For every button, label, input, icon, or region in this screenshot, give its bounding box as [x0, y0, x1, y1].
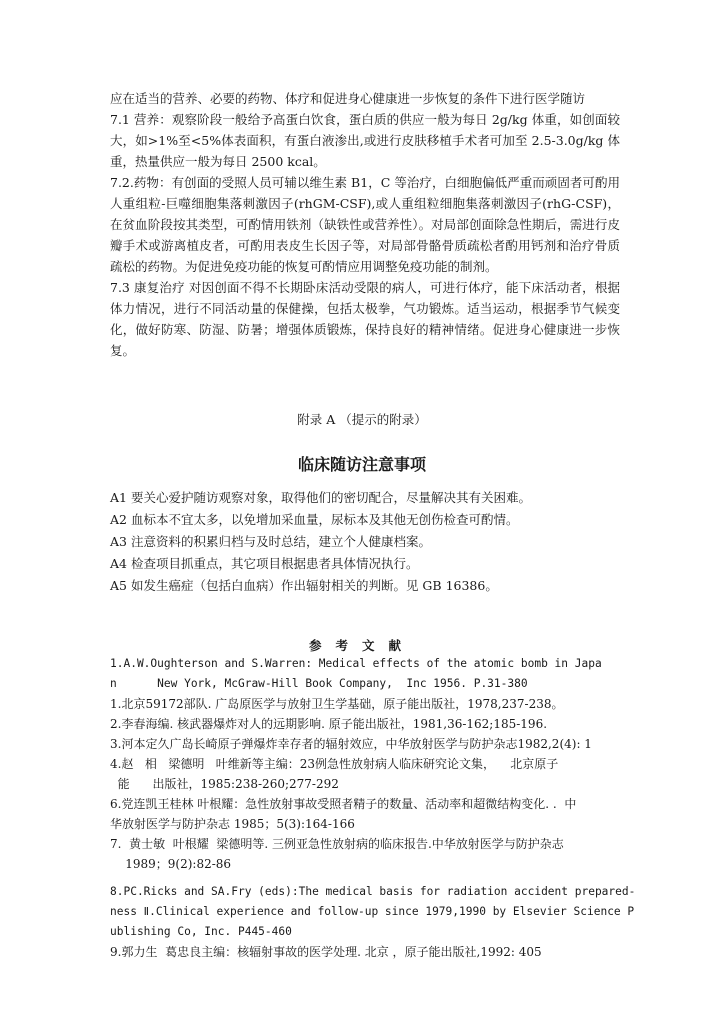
- reference-item: 华放射医学与防护杂志 1985；5(3):164-166: [110, 817, 355, 831]
- reference-item: 2.李春海编. 核武器爆炸对人的远期影响. 原子能出版社，1981,36-162;185-196.: [110, 717, 548, 731]
- reference-item: 1989；9(2):82-86: [110, 857, 232, 871]
- reference-item: 7. 黄士敏 叶根耀 梁德明等. 三例亚急性放射病的临床报告.中华放射医学与防护杂志: [110, 837, 564, 851]
- appendix-label: 附录 A （提示的附录）: [297, 412, 427, 427]
- references-title: 参考文献: [308, 638, 415, 653]
- appendix-item-a2: A2 血标本不宜太多，以免增加采血量，尿标本及其他无创伤检查可酌情。: [110, 512, 519, 527]
- paragraph-7-3-rehabilitation: 7.3 康复治疗 对因创面不得不长期卧床活动受限的病人，可进行体疗，能下床活动者，根据体力情况，进行不同活动量的保健操，包括太极拳，气功锻炼。适当运动，根据季节气候变化，做好防寒、防湿、防暑；增强体质锻炼，保持良好的精神情绪。促进身心健康进一步恢复。: [110, 280, 620, 358]
- appendix-item-a4: A4 检查项目抓重点，其它项目根据患者具体情况执行。: [110, 556, 419, 571]
- reference-item: 1.北京59172部队. 广岛原医学与放射卫生学基础，原子能出版社，1978,237-238。: [110, 697, 564, 711]
- paragraph-7-2-medication: 7.2.药物：有创面的受照人员可辅以维生素 B1，C 等治疗，白细胞偏低严重而顽固者可酌用人重组粒-巨噬细胞集落刺激因子(rhGM-CSF),或人重组粒细胞集落刺激因子(rhG-CSF)，在贫血阶段按其类型，可酌情用铁剂（缺铁性或营养性）。对局部创面除急性期后，需进行皮瓣手术或游离植皮者，可酌用表皮生长因子等，对局部骨骼骨质疏松者酌用钙剂和治疗骨质疏松的药物。为促进免疫功能的恢复可酌情应用调整免疫功能的制剂。: [110, 175, 620, 274]
- appendix-item-a3: A3 注意资料的积累归档与及时总结，建立个人健康档案。: [110, 534, 431, 549]
- body-text: [110, 88, 620, 361]
- appendix-item-a1: A1 要关心爱护随访观察对象，取得他们的密切配合，尽量解决其有关困难。: [110, 490, 531, 505]
- appendix-list: [110, 487, 620, 597]
- reference-list: [110, 654, 636, 962]
- reference-item: 8.PC.Ricks and SA.Fry (eds):The medical basis for radiation accident prepared-: [110, 885, 636, 898]
- reference-item: 9.郭力生 葛忠良主编：核辐射事故的医学处理. 北京 ，原子能出版社,1992: 405: [110, 945, 542, 959]
- reference-item: 能 出版社，1985:238-260;277-292: [110, 777, 339, 791]
- paragraph-intro: 应在适当的营养、必要的药物、体疗和促进身心健康进一步恢复的条件下进行医学随访: [110, 91, 586, 106]
- reference-item: 3.河本定久广岛长崎原子弹爆炸幸存者的辐射效应，中华放射医学与防护杂志1982,2(4): 1: [110, 737, 592, 751]
- appendix-title: 临床随访注意事项: [297, 455, 426, 474]
- reference-item: n New York, McGraw-Hill Book Company, Inc 1956. P.31-380: [110, 677, 528, 690]
- appendix-item-a5: A5 如发生癌症（包括白血病）作出辐射相关的判断。见 GB 16386。: [110, 578, 498, 593]
- reference-item: 6.党连凯王桂林 叶根耀：急性放射事故受照者精子的数量、活动率和超微结构变化. . 中: [110, 797, 577, 811]
- paragraph-7-1-nutrition: 7.1 营养：观察阶段一般给予高蛋白饮食，蛋白质的供应一般为每日 2g/kg 体重，如创面较大，如>1%至<5%体表面积，有蛋白液渗出,或进行皮肤移植手术者可加至 2.5-3.0g/kg 体重，热量供应一般为每日 2500 kcal。: [110, 112, 620, 169]
- reference-item: ublishing Co, Inc. P445-460: [110, 925, 292, 938]
- reference-item: ness Ⅱ.Clinical experience and follow-up since 1979,1990 by Elsevier Science P: [110, 905, 635, 918]
- reference-item: 4.赵 相 梁德明 叶维新等主编：23例急性放射病人临床研究论文集， 北京原子: [110, 757, 559, 771]
- reference-item: 1.A.W.Oughterson and S.Warren: Medical effects of the atomic bomb in Japa: [110, 657, 602, 670]
